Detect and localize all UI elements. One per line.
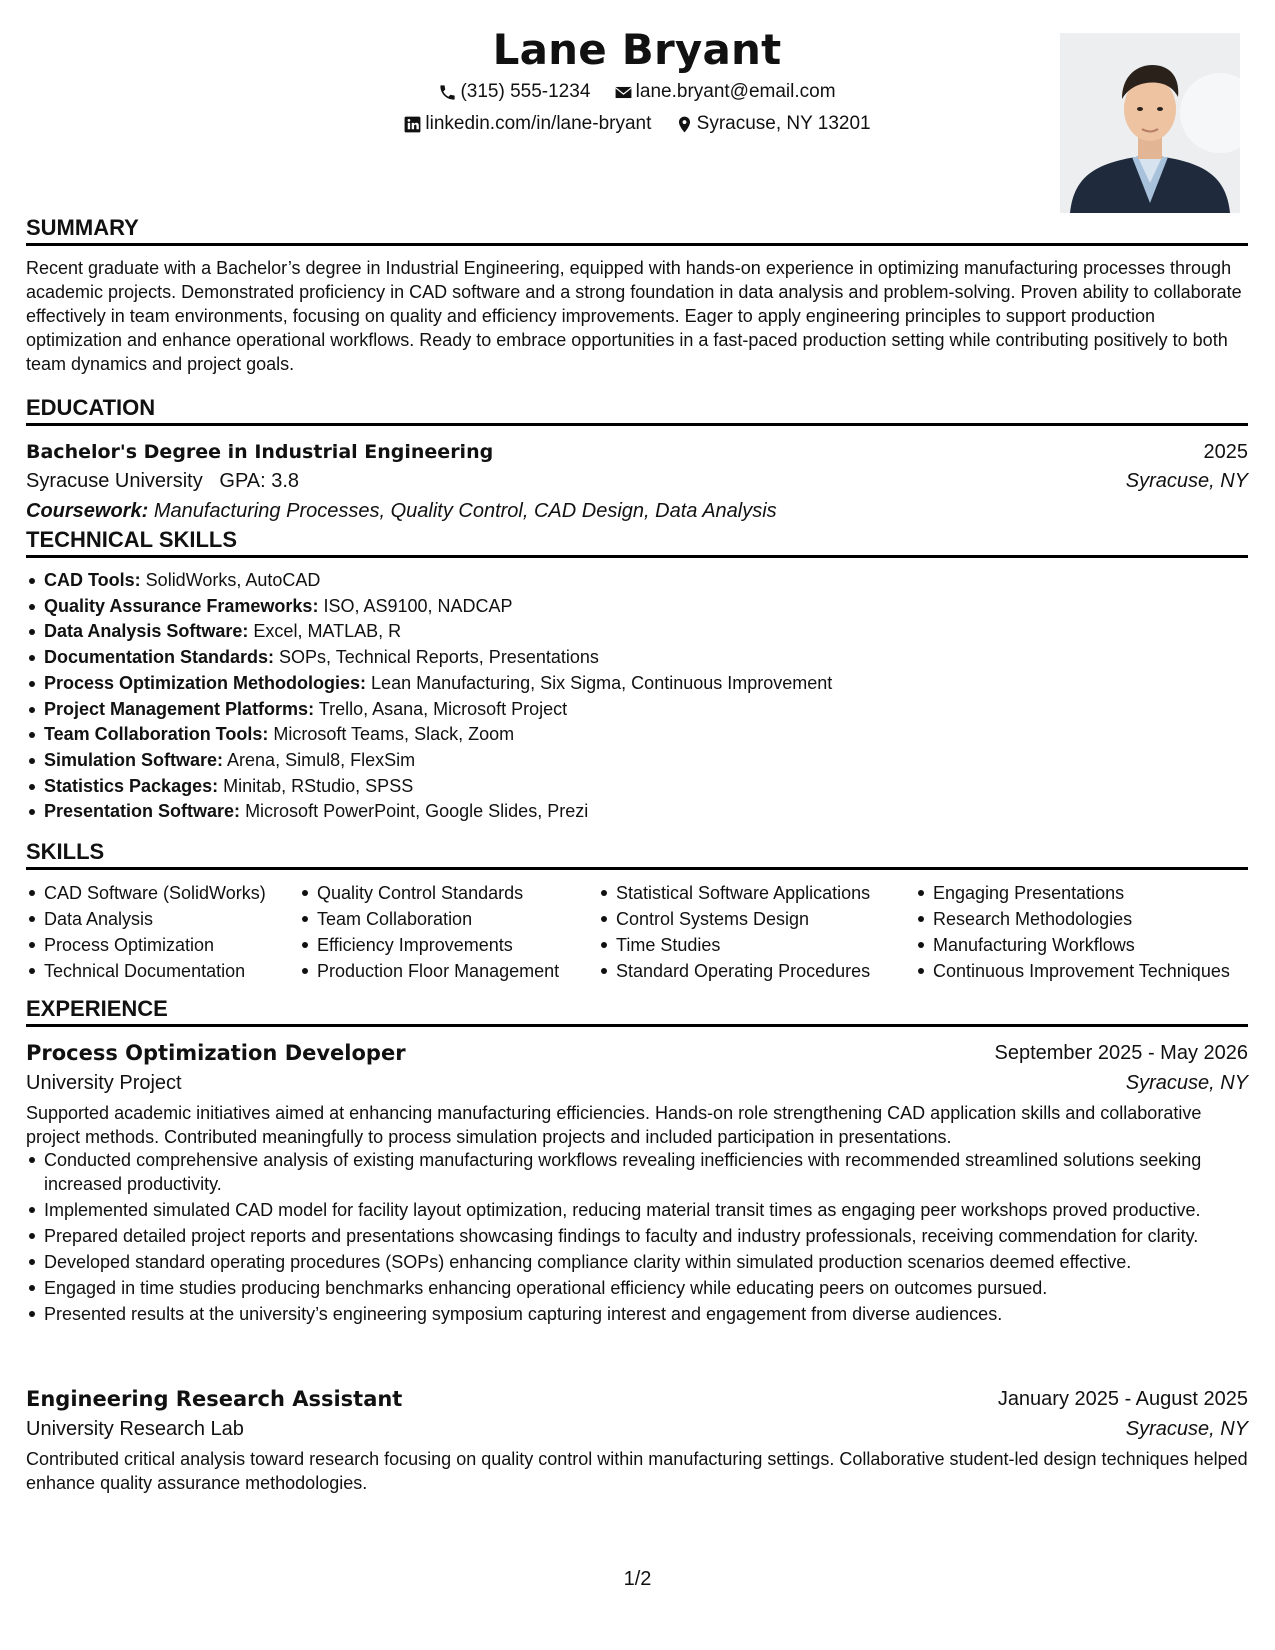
linkedin-icon (403, 115, 422, 134)
skills-column-4 (915, 880, 1230, 984)
job-organization: University Research Lab (26, 1418, 244, 1440)
technical-skills-list (26, 568, 1248, 825)
list-item: Manufacturing Workflows (915, 932, 1230, 958)
gpa: GPA: 3.8 (219, 470, 300, 492)
list-item: Presented results at the university’s engineering symposium capturing interest and engagement from diverse audiences. (26, 1302, 1248, 1326)
school-line (26, 467, 299, 495)
summary-text: Recent graduate with a Bachelor’s degree in Industrial Engineering, equipped with hands-on experience in optimizing manufacturing processes through academic projects. Demonstrated proficiency in CAD software and a strong foundation in data analysis and problem-solving. Proven ability to collaborate effectively in team environments, focusing on quality and efficiency improvements. Eager to apply engineering principles to support production optimization and enhance operational workflows. Ready to embrace opportunities in a fast-paced production setting while contributing positively to both team dynamics and project goals. (26, 258, 1242, 374)
job-dates: September 2025 - May 2026 (994, 1042, 1248, 1064)
list-item: Control Systems Design (598, 906, 870, 932)
list-item: Developed standard operating procedures (SOPs) enhancing compliance clarity within simulated production scenarios deemed effective. (26, 1250, 1248, 1274)
map-pin-icon (675, 115, 694, 134)
list-item: Prepared detailed project reports and presentations showcasing findings to faculty and industry professionals, receiving commendation for clarity. (26, 1224, 1248, 1248)
list-item: Engaged in time studies producing benchmarks enhancing operational efficiency while educating peers on outcomes pursued. (26, 1276, 1248, 1300)
list-item: Time Studies (598, 932, 870, 958)
envelope-icon (614, 83, 633, 102)
experience-heading: EXPERIENCE (26, 994, 1248, 1027)
education-degree-row (26, 438, 1248, 466)
list-item: Statistics Packages: Minitab, RStudio, SPSS (26, 774, 1248, 800)
skills-heading: SKILLS (26, 837, 1248, 870)
resume-page (26, 0, 1248, 1650)
education-school-row (26, 467, 1248, 495)
candidate-name: Lane Bryant (492, 25, 782, 74)
job-dates: January 2025 - August 2025 (997, 1388, 1248, 1410)
list-item: Technical Documentation (26, 958, 266, 984)
school-name: Syracuse University (26, 470, 203, 492)
degree-title: Bachelor's Degree in Industrial Engineering (26, 441, 494, 463)
job-location: Syracuse, NY (1125, 1072, 1248, 1094)
job-location: Syracuse, NY (1125, 1418, 1248, 1440)
list-item: Standard Operating Procedures (598, 958, 870, 984)
list-item: Efficiency Improvements (299, 932, 559, 958)
email-text[interactable]: lane.bryant@email.com (635, 81, 836, 102)
list-item: Simulation Software: Arena, Simul8, FlexSim (26, 748, 1248, 774)
phone-text: (315) 555-1234 (460, 81, 591, 102)
coursework-line (26, 497, 777, 525)
coursework-label: Coursework: (26, 500, 149, 522)
list-item: Engaging Presentations (915, 880, 1230, 906)
school-location: Syracuse, NY (1125, 470, 1248, 492)
job-1-bullets (26, 1148, 1248, 1328)
list-item: Research Methodologies (915, 906, 1230, 932)
list-item: Statistical Software Applications (598, 880, 870, 906)
list-item: Documentation Standards: SOPs, Technical Reports, Presentations (26, 645, 1248, 671)
coursework-row (26, 497, 1248, 525)
phone-item (438, 79, 590, 105)
list-item: Team Collaboration Tools: Microsoft Teams, Slack, Zoom (26, 722, 1248, 748)
list-item: Presentation Software: Microsoft PowerPoint, Google Slides, Prezi (26, 799, 1248, 825)
list-item: CAD Software (SolidWorks) (26, 880, 266, 906)
page-number: 1/2 (623, 1568, 652, 1590)
skills-column-3 (598, 880, 870, 984)
phone-icon (438, 83, 457, 102)
location-text: Syracuse, NY 13201 (696, 113, 871, 134)
linkedin-item[interactable] (403, 111, 651, 137)
graduation-year: 2025 (1203, 441, 1248, 463)
list-item: Project Management Platforms: Trello, Asana, Microsoft Project (26, 697, 1248, 723)
job-1-summary: Supported academic initiatives aimed at enhancing manufacturing efficiencies. Hands-on role strengthening CAD application skills and collaborative project methods. Contributed meaningfully to process simulation projects and included participation in presentations. (26, 1103, 1202, 1147)
coursework-list: Manufacturing Processes, Quality Control, CAD Design, Data Analysis (153, 500, 777, 522)
summary-heading: SUMMARY (26, 213, 1248, 246)
education-heading: EDUCATION (26, 393, 1248, 426)
list-item: Implemented simulated CAD model for facility layout optimization, reducing material transit times as engaging peer workshops proved productive. (26, 1198, 1248, 1222)
list-item: Continuous Improvement Techniques (915, 958, 1230, 984)
job-title: Process Optimization Developer (26, 1041, 406, 1065)
job-organization: University Project (26, 1072, 182, 1094)
list-item: Quality Control Standards (299, 880, 559, 906)
list-item: Conducted comprehensive analysis of existing manufacturing workflows revealing inefficiencies with recommended streamlined solutions seeking increased productivity. (26, 1148, 1248, 1196)
job-1-title-row (26, 1039, 1248, 1067)
job-2-title-row (26, 1385, 1248, 1413)
technical-skills-heading: TECHNICAL SKILLS (26, 525, 1248, 558)
skills-column-2 (299, 880, 559, 984)
resume-header (26, 22, 1248, 222)
location-item (675, 111, 871, 137)
list-item: Production Floor Management (299, 958, 559, 984)
linkedin-text[interactable]: linkedin.com/in/lane-bryant (425, 113, 652, 134)
list-item: Data Analysis (26, 906, 266, 932)
job-title: Engineering Research Assistant (26, 1387, 403, 1411)
job-2-summary: Contributed critical analysis toward research focusing on quality control within manufacturing settings. Collaborative student-led design techniques helped enhance quality assurance methodologies. (26, 1449, 1248, 1493)
job-2-org-row (26, 1415, 1248, 1443)
list-item: CAD Tools: SolidWorks, AutoCAD (26, 568, 1248, 594)
job-1-org-row (26, 1069, 1248, 1097)
list-item: Data Analysis Software: Excel, MATLAB, R (26, 619, 1248, 645)
profile-photo (1060, 33, 1240, 213)
list-item: Process Optimization Methodologies: Lean Manufacturing, Six Sigma, Continuous Improvement (26, 671, 1248, 697)
email-item[interactable] (614, 79, 836, 105)
list-item: Quality Assurance Frameworks: ISO, AS9100, NADCAP (26, 594, 1248, 620)
list-item: Process Optimization (26, 932, 266, 958)
skills-grid (26, 880, 1248, 990)
list-item: Team Collaboration (299, 906, 559, 932)
skills-column-1 (26, 880, 266, 984)
